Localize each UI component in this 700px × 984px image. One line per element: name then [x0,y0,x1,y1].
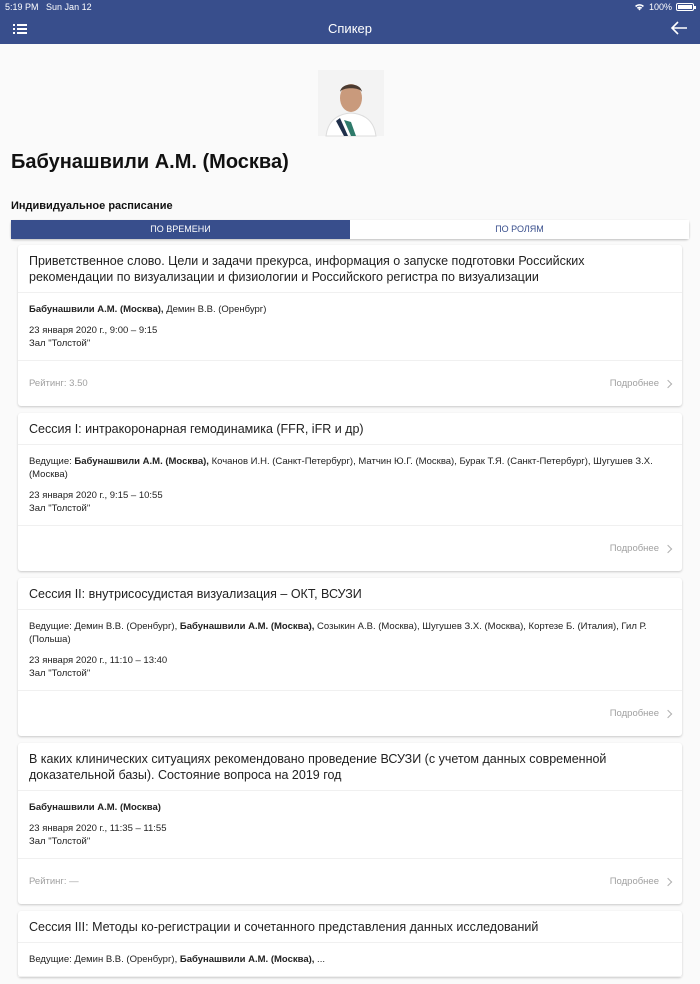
event-speakers: Ведущие: Бабунашвили А.М. (Москва), Кочанов И.Н. (Санкт-Петербург), Матчин Ю.Г. (Москва), Бурак Т.Я. (Санкт-Петербург), Шугушев З.Х. (Москва) [29,456,653,480]
event-footer [18,526,682,571]
event-title: Сессия I: интракоронарная гемодинамика (FFR, iFR и др) [18,413,682,445]
event-card[interactable] [18,413,682,571]
event-details [18,791,682,859]
event-title: Сессия II: внутрисосудистая визуализация – ОКТ, ВСУЗИ [18,578,682,610]
navbar [0,14,700,44]
event-details [18,445,682,526]
event-rating: Рейтинг: 3.50 [29,378,88,389]
event-rating: Рейтинг: — [29,876,79,887]
event-details [18,610,682,691]
event-footer [18,361,682,406]
more-link[interactable]: Подробнее [610,876,671,887]
event-hall: Зал "Толстой" [29,503,91,514]
event-title: Приветственное слово. Цели и задачи прекурса, информация о запуске подготовки Российских рекомендации по визуализации и физиологии и Российского регистра по визуализации [18,245,682,293]
event-list [18,245,682,984]
event-hall: Зал "Толстой" [29,338,91,349]
status-bar [0,0,700,14]
event-card[interactable] [18,743,682,904]
status-time: 5:19 PM Sun Jan 12 [5,2,92,12]
chevron-right-icon [664,379,672,387]
event-footer [18,859,682,904]
event-hall: Зал "Толстой" [29,668,91,679]
event-speakers: Ведущие: Демин В.В. (Оренбург), Бабунашвили А.М. (Москва), Созыкин А.В. (Москва), Шугушев З.Х. (Москва), Кортезе Б. (Италия), Гил Р. (Польша) [29,621,647,645]
tab-by-role[interactable]: ПО РОЛЯМ [350,220,689,239]
event-datetime: 23 января 2020 г., 9:00 – 9:15 [29,325,158,336]
chevron-right-icon [664,877,672,885]
event-footer [18,691,682,736]
event-card[interactable] [18,245,682,406]
event-datetime: 23 января 2020 г., 11:35 – 11:55 [29,823,167,834]
speaker-name: Бабунашвили А.М. (Москва) [11,151,289,173]
speaker-avatar [318,70,384,136]
chevron-right-icon [664,544,672,552]
event-speakers: Ведущие: Демин В.В. (Оренбург), Бабунашвили А.М. (Москва), ... [29,954,325,965]
event-speakers: Бабунашвили А.М. (Москва), Демин В.В. (Оренбург) [29,304,267,315]
event-datetime: 23 января 2020 г., 11:10 – 13:40 [29,655,168,666]
event-card[interactable] [18,578,682,736]
event-datetime: 23 января 2020 г., 9:15 – 10:55 [29,490,163,501]
wifi-icon [634,3,645,11]
event-title: Сессия III: Методы ко-регистрации и сочетанного представления данных исследований [18,911,682,943]
battery-percent: 100% [648,2,672,12]
nav-title: Спикер [328,21,372,36]
battery-icon [676,3,694,11]
tab-by-time[interactable]: ПО ВРЕМЕНИ [11,220,350,239]
chevron-right-icon [664,709,672,717]
event-speakers: Бабунашвили А.М. (Москва) [29,802,161,813]
event-details [18,293,682,361]
event-hall: Зал "Толстой" [29,836,91,847]
schedule-segmented-control [11,220,689,239]
more-link[interactable]: Подробнее [610,378,671,389]
arrow-left-icon[interactable] [670,20,688,36]
event-details [18,943,682,977]
event-card[interactable] [18,911,682,977]
event-title: В каких клинических ситуациях рекомендовано проведение ВСУЗИ (с учетом данных современной доказательной базы). Состояние вопроса на 2019 год [18,743,682,791]
more-link[interactable]: Подробнее [610,708,671,719]
more-link[interactable]: Подробнее [610,543,671,554]
top-bar [0,0,700,44]
status-right [634,2,694,12]
schedule-title: Индивидуальное расписание [11,200,173,212]
